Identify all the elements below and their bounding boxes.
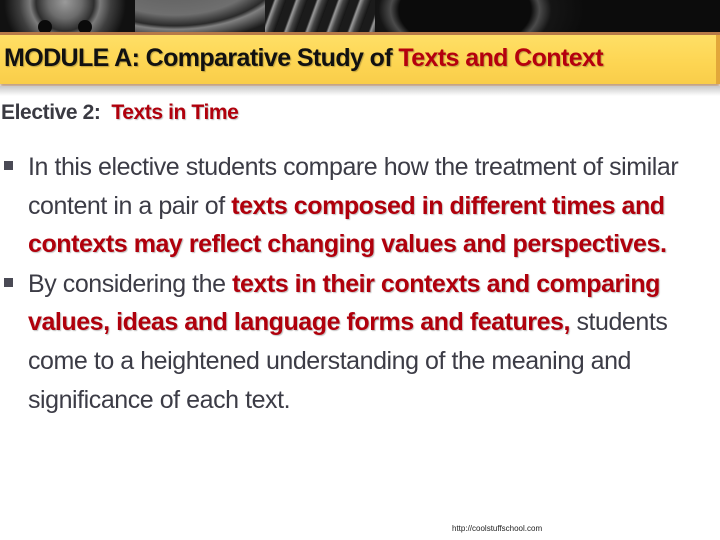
subtitle-highlight: Texts in Time	[111, 101, 239, 124]
gear-arc-graphic	[135, 0, 265, 32]
subtitle-prefix: Elective 2:	[1, 101, 112, 124]
bullet-item	[0, 148, 720, 264]
dark-gear-graphic	[375, 0, 720, 32]
bullet-text: By considering the	[28, 269, 233, 298]
bullet-emphasis: texts in their contexts and comparing values, ideas and language forms and features,	[28, 269, 660, 337]
bullet-list	[0, 148, 720, 419]
title-prefix: MODULE A: Comparative Study of	[4, 44, 399, 72]
gears-banner-image	[0, 0, 720, 32]
title-shadow	[0, 86, 720, 96]
slide-title	[4, 44, 603, 73]
title-highlight: Texts and Context	[398, 44, 604, 72]
gear-teeth-graphic	[265, 0, 375, 32]
bullet-item	[0, 265, 720, 419]
slide-subtitle	[1, 101, 238, 125]
title-bar	[0, 32, 720, 84]
footer-url: http://coolstuffschool.com	[452, 524, 543, 533]
title-bar-edge	[716, 35, 720, 84]
square-bullet-icon	[4, 161, 13, 170]
bullet-text: In this elective students compare how the treatment of similar content in a pair of	[28, 153, 679, 220]
square-bullet-icon	[4, 278, 13, 287]
bullet-emphasis: texts composed in different times and contexts may reflect changing values and perspectives.	[28, 191, 667, 259]
gear-wheel-graphic	[0, 0, 135, 32]
bullet-text: students come to a heightened understanding of the meaning and significance of each text.	[28, 308, 668, 414]
